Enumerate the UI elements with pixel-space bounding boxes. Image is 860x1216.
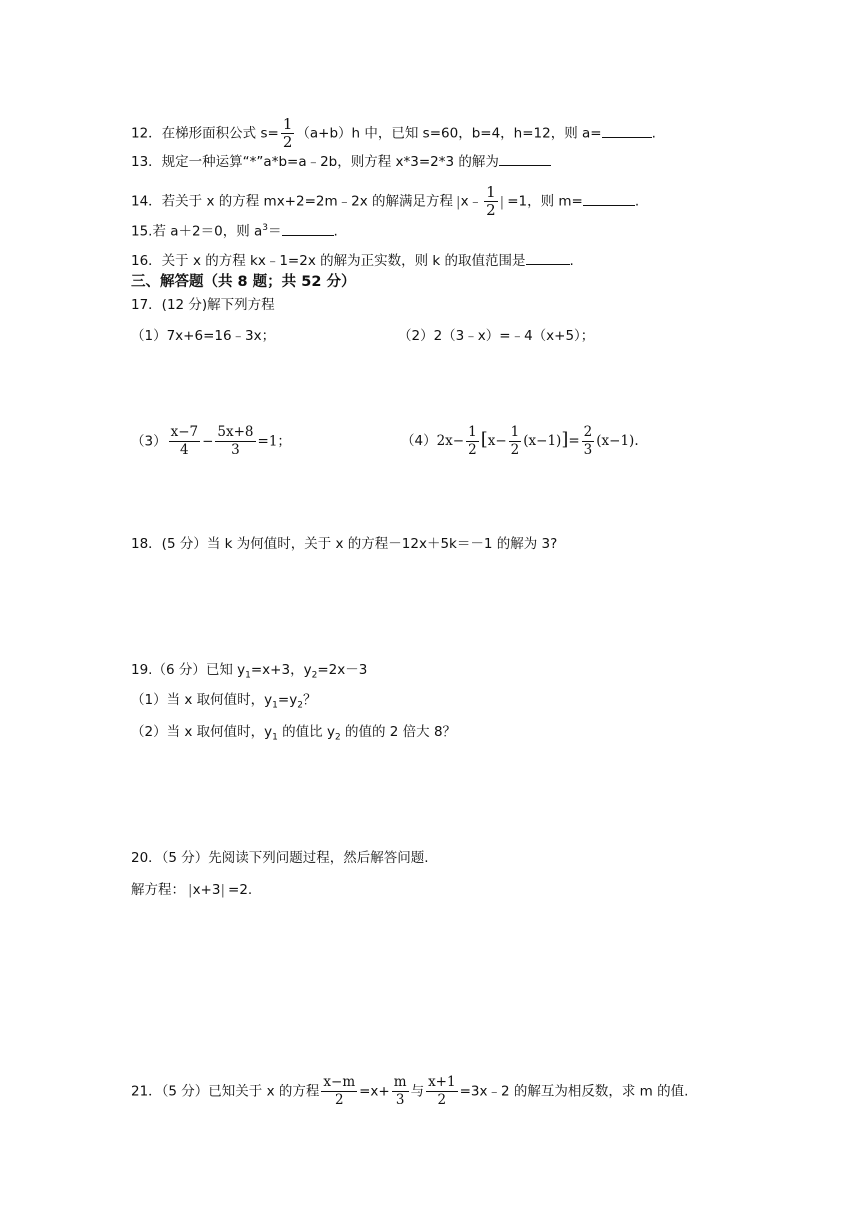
q12-text-b: （a+b）h 中，已知 s=60，b=4，h=12，则 a= <box>296 125 602 142</box>
q19-p1-sub-2: 2 <box>297 700 303 711</box>
q15-answer-blank[interactable] <box>282 221 334 236</box>
q13-text: 13．规定一种运算“*”a*b=a﹣2b，则方程 x*3=2*3 的解为 <box>131 154 499 170</box>
q17-p4-lead: 2x− <box>436 433 465 449</box>
question-14 <box>131 184 639 219</box>
q17-p4-fraction-1 <box>466 424 479 459</box>
q17-p3-f1-num: x−7 <box>170 424 199 440</box>
q17-p4-d2: 2 <box>510 442 520 458</box>
q19-p2-b: 的值比 y <box>277 724 335 740</box>
question-12 <box>131 116 656 151</box>
q17-p4-left-bracket: [ <box>480 429 488 450</box>
question-19 <box>131 660 367 686</box>
q17-p3-fraction-1 <box>169 424 201 459</box>
q16-answer-blank[interactable] <box>526 250 570 265</box>
q17-p4-inner: (x−1) <box>523 433 562 449</box>
q21-text-a: 21．（5 分）已知关于 x 的方程 <box>131 1083 320 1100</box>
q17-p3-label: （3） <box>131 433 167 450</box>
q12-frac-num: 1 <box>282 115 293 133</box>
q19-text-b: =x+3，y <box>250 662 312 678</box>
q17-p4-right-bracket: ] <box>561 429 569 450</box>
q14-frac-den: 2 <box>486 201 496 219</box>
q20-solve-rhs: =2. <box>228 882 253 898</box>
q16-text: 16．关于 x 的方程 kx﹣1=2x 的解为正实数，则 k 的取值范围是 <box>131 253 526 269</box>
q15-exponent: 3 <box>262 223 269 233</box>
q14-text-b: =1，则 m= <box>507 193 583 210</box>
q17-p3-f2-num: 5x+8 <box>217 424 254 440</box>
q14-end: . <box>634 193 640 210</box>
q21-f2-num: m <box>393 1074 407 1090</box>
q17-p3-f1-den: 4 <box>180 442 189 458</box>
q19-p2-c: 的值的 2 倍大 8？ <box>340 724 457 740</box>
q19-part-2 <box>131 722 456 748</box>
q17-part-1: （1）7x+6=16﹣3x； <box>131 328 276 344</box>
q19-p1-sub-1: 1 <box>272 700 278 711</box>
q17-p4-mid: x− <box>487 433 507 449</box>
q17-p4-n2: 1 <box>510 424 520 440</box>
q19-p2-sub-1: 1 <box>272 732 278 743</box>
question-13 <box>131 151 551 172</box>
q14-answer-blank[interactable] <box>583 191 635 206</box>
q17-p3-rhs: =1； <box>257 433 291 450</box>
q17-p4-label: （4） <box>401 433 437 449</box>
q12-end: . <box>651 125 656 142</box>
q19-sub-2: 2 <box>311 670 318 681</box>
q21-text-c: 与 <box>410 1083 425 1100</box>
q17-p4-d3: 3 <box>583 442 593 458</box>
q17-p4-fraction-3 <box>582 424 595 459</box>
q17-p4-tail: (x−1). <box>596 433 639 449</box>
q12-fraction <box>281 116 295 151</box>
q12-answer-blank[interactable] <box>602 123 652 138</box>
q20-solve-line <box>131 880 252 900</box>
q17-p4-equals: = <box>568 433 580 449</box>
q17-p3-minus: − <box>202 433 214 450</box>
q19-p1-b: =y <box>277 692 298 708</box>
q17-p3-f2-den: 3 <box>231 442 240 458</box>
q19-part-1 <box>131 690 316 716</box>
section-heading: 三、解答题（共 8 题；共 52 分） <box>131 274 356 290</box>
q20-absolute-value <box>185 880 228 900</box>
q17-part-3 <box>131 424 291 459</box>
q21-f1-den: 2 <box>334 1092 344 1108</box>
question-21 <box>131 1074 688 1109</box>
q21-fraction-2 <box>392 1074 409 1109</box>
q14-fraction <box>484 184 498 219</box>
q12-frac-den: 2 <box>282 133 293 151</box>
q14-absolute-value <box>453 184 507 219</box>
question-15 <box>131 218 338 242</box>
q15-end: . <box>333 223 338 240</box>
q17-part-4 <box>401 424 639 459</box>
q17-p4-d1: 2 <box>468 442 477 458</box>
q15-text-b: ＝ <box>268 223 282 240</box>
q19-p1-c: ？ <box>302 692 317 708</box>
q17-part-2: （2）2（3﹣x）=﹣4（x+5）； <box>398 328 595 344</box>
q14-text-a: 14．若关于 x 的方程 mx+2=2m﹣2x 的解满足方程 <box>131 193 454 210</box>
question-16 <box>131 250 574 271</box>
q16-end: . <box>569 253 574 269</box>
q12-text-a: 12．在梯形面积公式 s= <box>131 125 279 142</box>
q19-p2-a: （2）当 x 取何值时，y <box>131 724 273 740</box>
q21-text-d: =3x﹣2 的解互为相反数，求 m 的值. <box>459 1083 689 1100</box>
q19-sub-1: 1 <box>245 670 251 681</box>
question-20: 20．（5 分）先阅读下列问题过程，然后解答问题. <box>131 850 429 866</box>
q19-p2-sub-2: 2 <box>334 732 341 743</box>
q21-fraction-3 <box>426 1074 458 1109</box>
q17-p4-n1: 1 <box>468 424 477 440</box>
q17-p4-fraction-2 <box>509 424 522 459</box>
q15-text-a: 15.若 a＋2＝0，则 a <box>131 223 263 240</box>
q21-f3-den: 2 <box>437 1092 447 1108</box>
q19-text-c: =2x－3 <box>317 662 368 678</box>
question-18: 18．(5 分）当 k 为何值时，关于 x 的方程－12x＋5k＝－1 的解为 3? <box>131 536 558 552</box>
q21-f3-num: x+1 <box>428 1074 456 1090</box>
q17-p4-n3: 2 <box>583 424 593 440</box>
q14-frac-num: 1 <box>486 183 496 201</box>
q21-text-b: =x+ <box>359 1083 390 1100</box>
q19-text-a: 19.（6 分）已知 y <box>131 662 246 678</box>
q20-solve-label: 解方程： <box>131 882 185 898</box>
q14-abs-expr: x﹣ <box>460 193 483 210</box>
q21-f2-den: 3 <box>395 1092 405 1108</box>
q17-p3-fraction-2 <box>215 424 255 459</box>
q21-f1-num: x−m <box>323 1074 356 1090</box>
q19-p1-a: （1）当 x 取何值时，y <box>131 692 273 708</box>
q21-fraction-1 <box>321 1074 357 1109</box>
q20-abs-expr: x+3 <box>192 882 221 898</box>
question-17-title: 17．(12 分)解下列方程 <box>131 297 275 313</box>
q13-answer-blank[interactable] <box>499 151 551 166</box>
